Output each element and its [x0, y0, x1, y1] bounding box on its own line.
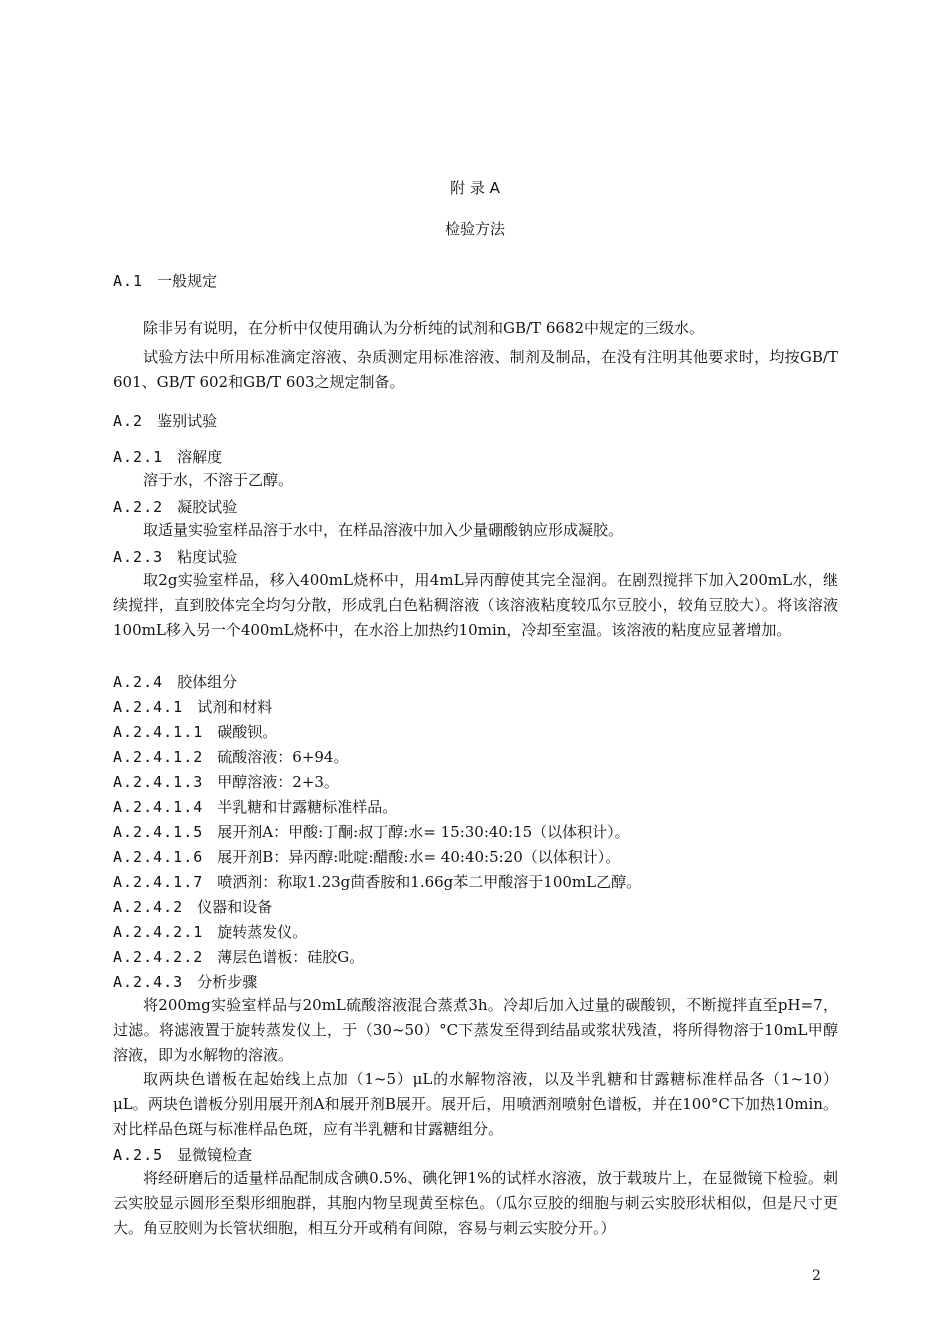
item-number: A.2.4.1.3	[113, 773, 204, 791]
item-text: 硫酸溶液：6+94。	[217, 748, 349, 766]
list-item	[113, 821, 630, 842]
section-a1-heading	[113, 270, 217, 291]
item-text: 半乳糖和甘露糖标准样品。	[217, 798, 398, 816]
section-title: 试剂和材料	[197, 698, 273, 716]
item-text: 展开剂B：异丙醇:吡啶:醋酸:水= 40:40:5:20（以体积计）。	[217, 848, 621, 866]
item-text: 碳酸钡。	[217, 723, 278, 741]
section-title: 凝胶试验	[177, 498, 238, 516]
section-a241-heading	[113, 696, 272, 717]
section-title: 分析步骤	[197, 973, 258, 991]
item-number: A.2.4.1.1	[113, 723, 204, 741]
paragraph: 取两块色谱板在起始线上点加（1~5）μL的水解物溶液，以及半乳糖和甘露糖标准样品各（1~10）μL。两块色谱板分别用展开剂A和展开剂B展开。展开后，用喷洒剂喷射色谱板，并在100°C下加热10min。对比样品色斑与标准样品色斑，应有半乳糖和甘露糖组分。	[113, 1070, 838, 1138]
section-a2-heading	[113, 410, 217, 431]
section-number: A.2.1	[113, 448, 164, 466]
appendix-title: 附 录 A	[450, 179, 500, 197]
list-item	[113, 746, 348, 767]
section-number: A.1	[113, 272, 144, 290]
list-item	[113, 721, 277, 742]
item-text: 薄层色谱板：硅胶G。	[217, 948, 365, 966]
section-a24-heading	[113, 671, 237, 692]
section-a21-heading	[113, 446, 222, 467]
item-number: A.2.4.1.6	[113, 848, 204, 866]
section-number: A.2.4	[113, 673, 164, 691]
appendix-subtitle: 检验方法	[444, 220, 505, 238]
section-a242-heading	[113, 896, 272, 917]
section-a243-heading	[113, 971, 257, 992]
list-item	[113, 871, 641, 892]
list-item	[113, 796, 397, 817]
item-text: 喷洒剂：称取1.23g茴香胺和1.66g苯二甲酸溶于100mL乙醇。	[217, 873, 642, 891]
page-number: 2	[812, 1268, 821, 1284]
section-number: A.2.5	[113, 1146, 164, 1164]
item-number: A.2.4.1.7	[113, 873, 204, 891]
item-number: A.2.4.1.4	[113, 798, 204, 816]
section-number: A.2.4.1	[113, 698, 184, 716]
section-title: 溶解度	[177, 448, 223, 466]
paragraph: 试验方法中所用标准滴定溶液、杂质测定用标准溶液、制剂及制品，在没有注明其他要求时，均按GB/T 601、GB/T 602和GB/T 603之规定制备。	[113, 348, 838, 391]
section-title: 一般规定	[157, 272, 218, 290]
paragraph: 除非另有说明，在分析中仅使用确认为分析纯的试剂和GB/T 6682中规定的三级水。	[143, 319, 705, 337]
section-a23-heading	[113, 546, 237, 567]
section-a22-heading	[113, 496, 237, 517]
paragraph: 溶于水，不溶于乙醇。	[143, 471, 294, 489]
section-number: A.2	[113, 412, 144, 430]
section-number: A.2.4.2	[113, 898, 184, 916]
paragraph: 取适量实验室样品溶于水中，在样品溶液中加入少量硼酸钠应形成凝胶。	[143, 521, 624, 539]
list-item	[113, 946, 364, 967]
list-item	[113, 771, 339, 792]
paragraph: 取2g实验室样品，移入400mL烧杯中，用4mL异丙醇使其完全湿润。在剧烈搅拌下加入200mL水，继续搅拌，直到胶体完全均匀分散，形成乳白色粘稠溶液（该溶液粘度较瓜尔豆胶小，较角豆胶大）。将该溶液100mL移入另一个400mL烧杯中，在水浴上加热约10min，冷却至室温。该溶液的粘度应显著增加。	[113, 571, 838, 639]
item-text: 甲醇溶液：2+3。	[217, 773, 339, 791]
item-number: A.2.4.1.5	[113, 823, 204, 841]
section-title: 显微镜检查	[177, 1146, 253, 1164]
section-title: 胶体组分	[177, 673, 238, 691]
item-number: A.2.4.1.2	[113, 748, 204, 766]
section-title: 仪器和设备	[197, 898, 273, 916]
section-number: A.2.3	[113, 548, 164, 566]
item-number: A.2.4.2.2	[113, 948, 204, 966]
item-text: 旋转蒸发仪。	[217, 923, 308, 941]
section-a25-heading	[113, 1144, 252, 1165]
item-text: 展开剂A：甲酸:丁酮:叔丁醇:水= 15:30:40:15（以体积计）。	[217, 823, 630, 841]
list-item	[113, 846, 620, 867]
section-number: A.2.2	[113, 498, 164, 516]
item-number: A.2.4.2.1	[113, 923, 204, 941]
section-number: A.2.4.3	[113, 973, 184, 991]
paragraph: 将200mg实验室样品与20mL硫酸溶液混合蒸煮3h。冷却后加入过量的碳酸钡，不断搅拌直至pH=7，过滤。将滤液置于旋转蒸发仪上，于（30~50）°C下蒸发至得到结晶或浆状残渣，将所得物溶于10mL甲醇溶液，即为水解物的溶液。	[113, 996, 838, 1064]
section-title: 鉴别试验	[157, 412, 218, 430]
list-item	[113, 921, 307, 942]
section-title: 粘度试验	[177, 548, 238, 566]
paragraph: 将经研磨后的适量样品配制成含碘0.5%、碘化钾1%的试样水溶液，放于载玻片上，在显微镜下检验。刺云实胶显示圆形至梨形细胞群，其胞内物呈现黄至棕色。（瓜尔豆胶的细胞与刺云实胶形状相似，但是尺寸更大。角豆胶则为长管状细胞，相互分开或稍有间隙，容易与刺云实胶分开。）	[113, 1169, 838, 1237]
